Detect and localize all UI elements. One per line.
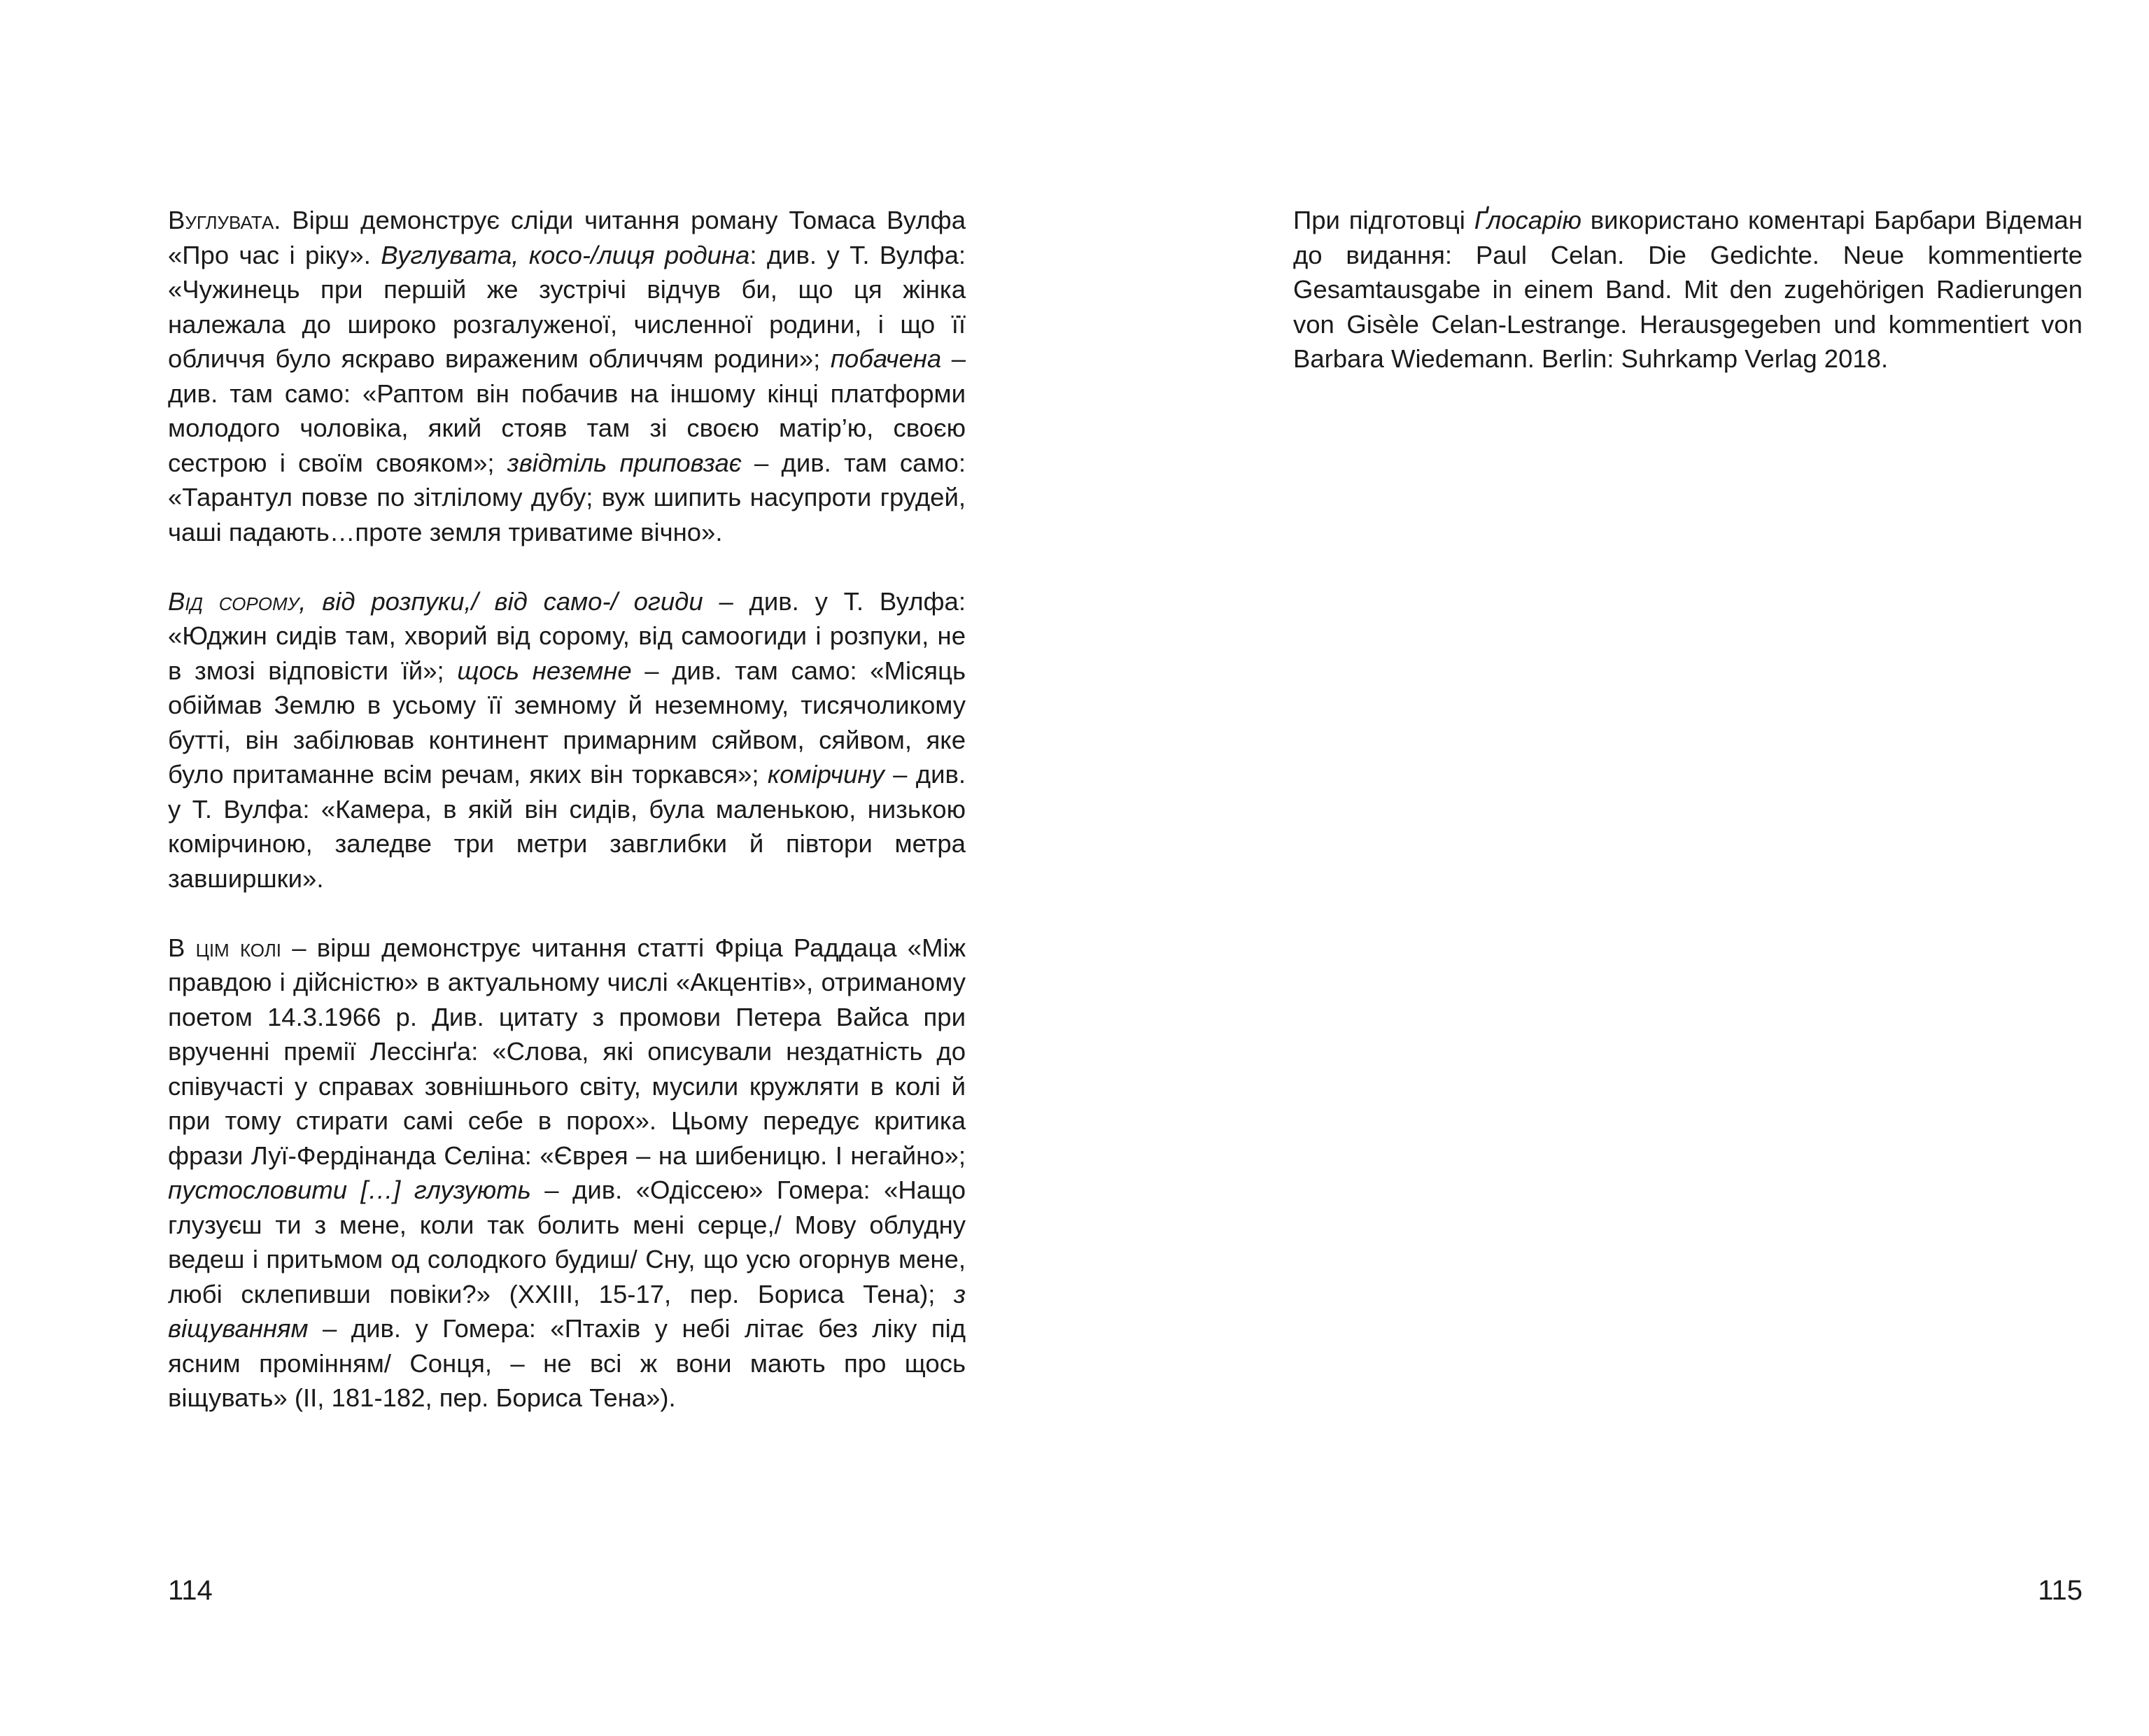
text-run: – вірш демонструє читання статті Фріца Раддаца «Між правдою і дійсністю» в актуальному числі «Акцентів», отриманому поетом 14.3.1966 р. Див. цитату з промови Петера Вайса при врученні премії Лессінґа: «Слова, які описували нездатність до співучасті у справах зовнішнього світу, мусили кружляти в колі й при тому стирати самі себе в порох». Цьому передує критика фрази Луї-Фердінанда Селіна: «Єврея – на шибеницю. І негайно»; (168, 933, 966, 1170)
entry-heading: Вуглувата (168, 206, 274, 234)
text-run: – див. там само: «Місяць обіймав Землю в усьому її земному й неземному, тисячоликому бутті, він забілював континент примарним сяйвом, сяйвом, яке було притаманне всім речам, яких він торкався»; (168, 656, 966, 789)
page-number-right: 115 (2038, 1575, 2083, 1606)
quoted-phrase: щось неземне (457, 656, 632, 685)
entry-heading: цім колі (195, 933, 282, 962)
glossary-title: Ґлосарію (1474, 206, 1581, 234)
text-run: – див. у Т. Вулфа: «Камера, в якій він сидів, була маленькою, низькою комірчиною, заледве три метри завглибки й півтори метра завширшки». (168, 760, 966, 893)
paragraph-vuhluvata (168, 203, 966, 549)
quoted-phrase: Вуглувата, косо-/лиця родина (381, 240, 750, 269)
right-page-text (1293, 203, 2083, 376)
paragraph-v-tsim-koli (168, 931, 966, 1416)
text-run: В (168, 933, 196, 962)
entry-heading-smallcaps: ід сорому (185, 586, 300, 616)
quoted-phrase: побачена (830, 344, 942, 373)
paragraph-vid-sorumu (168, 584, 966, 896)
text-run: – див. у Гомера: «Птахів у небі літає без ліку під ясним промінням/ Сонця, – не всі ж вони мають про щось віщувать» (II, 181-182, пер. Бориса Тена»). (168, 1314, 966, 1412)
quoted-phrase: з віщуванням (168, 1279, 966, 1343)
text-run: : див. у Т. Вулфа: «Чужинець при першій же зустрічі відчув би, що ця жінка належала до широко розгалуженої, численної родини, і що її обличчя було яскраво вираженим обличчям родини»; (168, 240, 966, 373)
text-run: . Вірш демонструє сліди читання роману Томаса Вулфа «Про час і ріку». (168, 206, 966, 269)
text-run: – див. там само: «Раптом він побачив на іншому кінці платформи молодого чоловіка, який стояв там зі своєю матір’ю, своєю сестрою і своїм свояком»; (168, 344, 966, 477)
left-page (0, 0, 1074, 1736)
text-run: – див. там само: «Тарантул повзе по зітлілому дубу; вуж шипить насупроти грудей, чаші падають…проте земля триватиме вічно». (168, 448, 966, 546)
paragraph-sources-note (1293, 203, 2083, 376)
text-run: використано коментарі Барбари Відеман до видання: Paul Celan. Die Gedichte. Neue kommentierte Gesamtausgabe in einem Band. Mit den zugehörigen Radierungen von Gisèle Celan-Lestrange. Herausgegeben und kommentiert von Barbara Wiedemann. Berlin: Suhrkamp Verlag 2018. (1293, 206, 2083, 373)
left-page-text (168, 203, 966, 1416)
quoted-phrase: комірчину (767, 760, 885, 789)
quoted-phrase: , від розпуки,/ від само-/ огиди (299, 586, 703, 616)
page-number-left: 114 (168, 1575, 213, 1606)
quoted-phrase: звідтіль приповзає (507, 448, 742, 477)
text-run: При підготовці (1293, 206, 1474, 234)
right-page (1075, 0, 2149, 1736)
text-run: – див. «Одіссею» Гомера: «Нащо глузуєш ти з мене, коли так болить мені серце,/ Мову облудну ведеш і притьмом од солодкого будиш/ Сну, що усю огорнув мене, любі склепивши повіки?» (XXIII, 15-17, пер. Бориса Тена); (168, 1176, 966, 1308)
entry-heading: В (168, 586, 185, 616)
quoted-phrase: пустословити […] глузують (168, 1176, 531, 1204)
text-run: – див. у Т. Вулфа: «Юджин сидів там, хворий від сорому, від самоогиди і розпуки, не в змозі відповісти їй»; (168, 586, 966, 685)
